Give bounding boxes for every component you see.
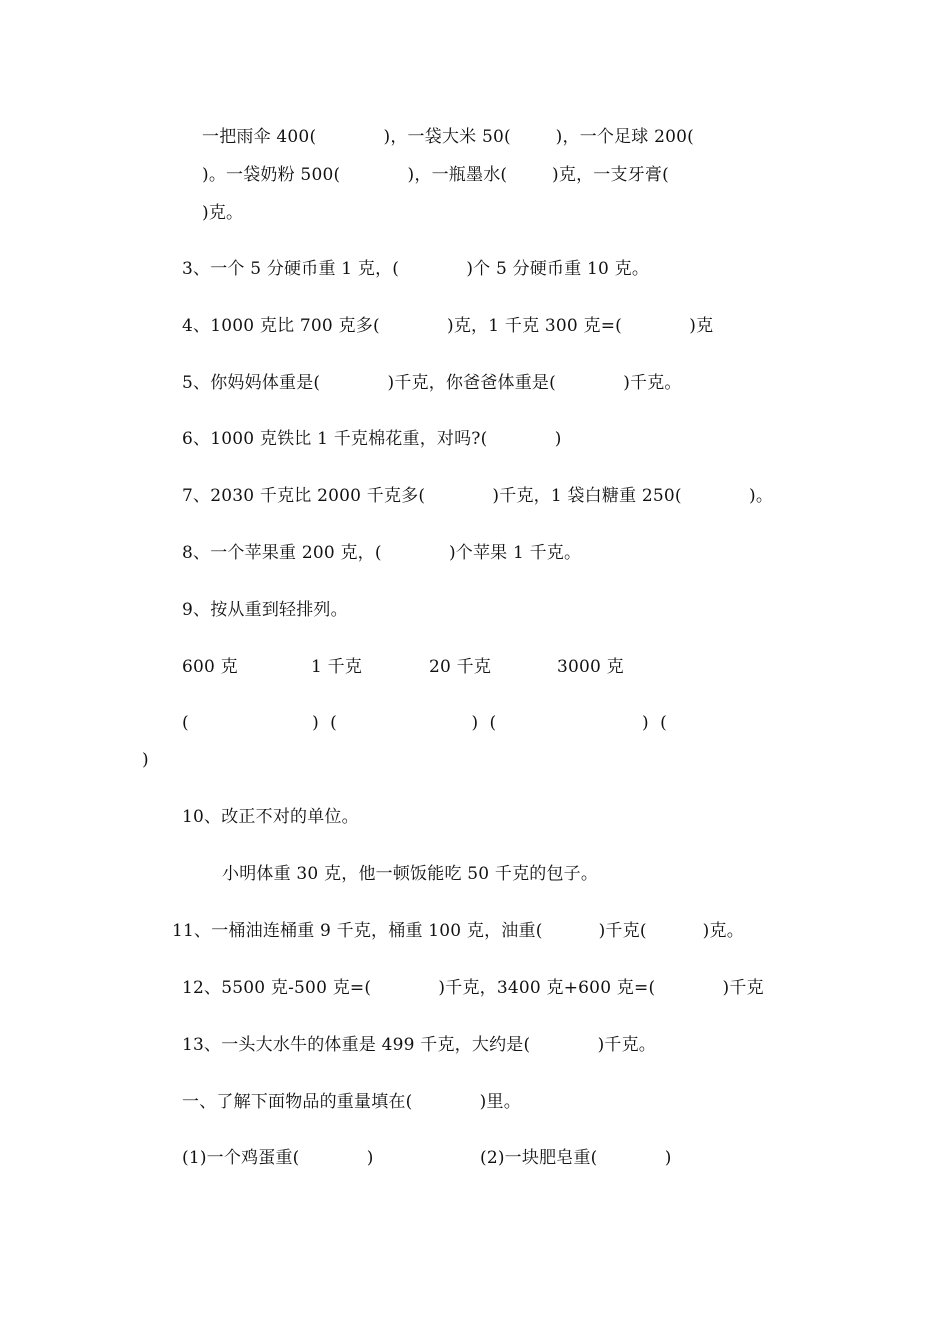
question-12: 12、5500 克-500 克=( )千克，3400 克+600 克=( )千克: [182, 978, 764, 998]
answer-parentheses: ( ) ( ) ( ) (: [182, 713, 667, 733]
question-6: 6、1000 克铁比 1 千克棉花重，对吗?( ): [182, 429, 562, 449]
question-10-sentence: 小明体重 30 克，他一顿饭能吃 50 千克的包子。: [222, 864, 599, 884]
weight-item: 600 克: [182, 657, 238, 677]
question-7: 7、2030 千克比 2000 千克多( )千克，1 袋白糖重 250( )。: [182, 486, 774, 506]
weight-item: 3000 克: [557, 657, 624, 677]
weight-item: 1 千克: [311, 657, 363, 677]
question-3: 3、一个 5 分硬币重 1 克，( )个 5 分硬币重 10 克。: [182, 259, 650, 279]
answer-parentheses: ): [142, 750, 149, 770]
section-heading: 一、了解下面物品的重量填在( )里。: [182, 1092, 521, 1112]
question-5: 5、你妈妈体重是( )千克，你爸爸体重是( )千克。: [182, 373, 682, 393]
section-item-1: (1)一个鸡蛋重( ): [182, 1148, 374, 1168]
question-4: 4、1000 克比 700 克多( )克，1 千克 300 克=( )克: [182, 316, 714, 336]
question-10: 10、改正不对的单位。: [182, 807, 359, 827]
text-line: )。一袋奶粉 500( )，一瓶墨水( )克，一支牙膏(: [202, 165, 669, 185]
text-line: 一把雨伞 400( )，一袋大米 50( )，一个足球 200(: [202, 127, 694, 147]
question-8: 8、一个苹果重 200 克，( )个苹果 1 千克。: [182, 543, 582, 563]
section-item-2: (2)一块肥皂重( ): [480, 1148, 672, 1168]
text-line: )克。: [202, 203, 244, 223]
weight-item: 20 千克: [429, 657, 492, 677]
question-13: 13、一头大水牛的体重是 499 千克，大约是( )千克。: [182, 1035, 656, 1055]
question-11: 11、一桶油连桶重 9 千克，桶重 100 克，油重( )千克( )克。: [172, 921, 744, 941]
question-9: 9、按从重到轻排列。: [182, 600, 348, 620]
